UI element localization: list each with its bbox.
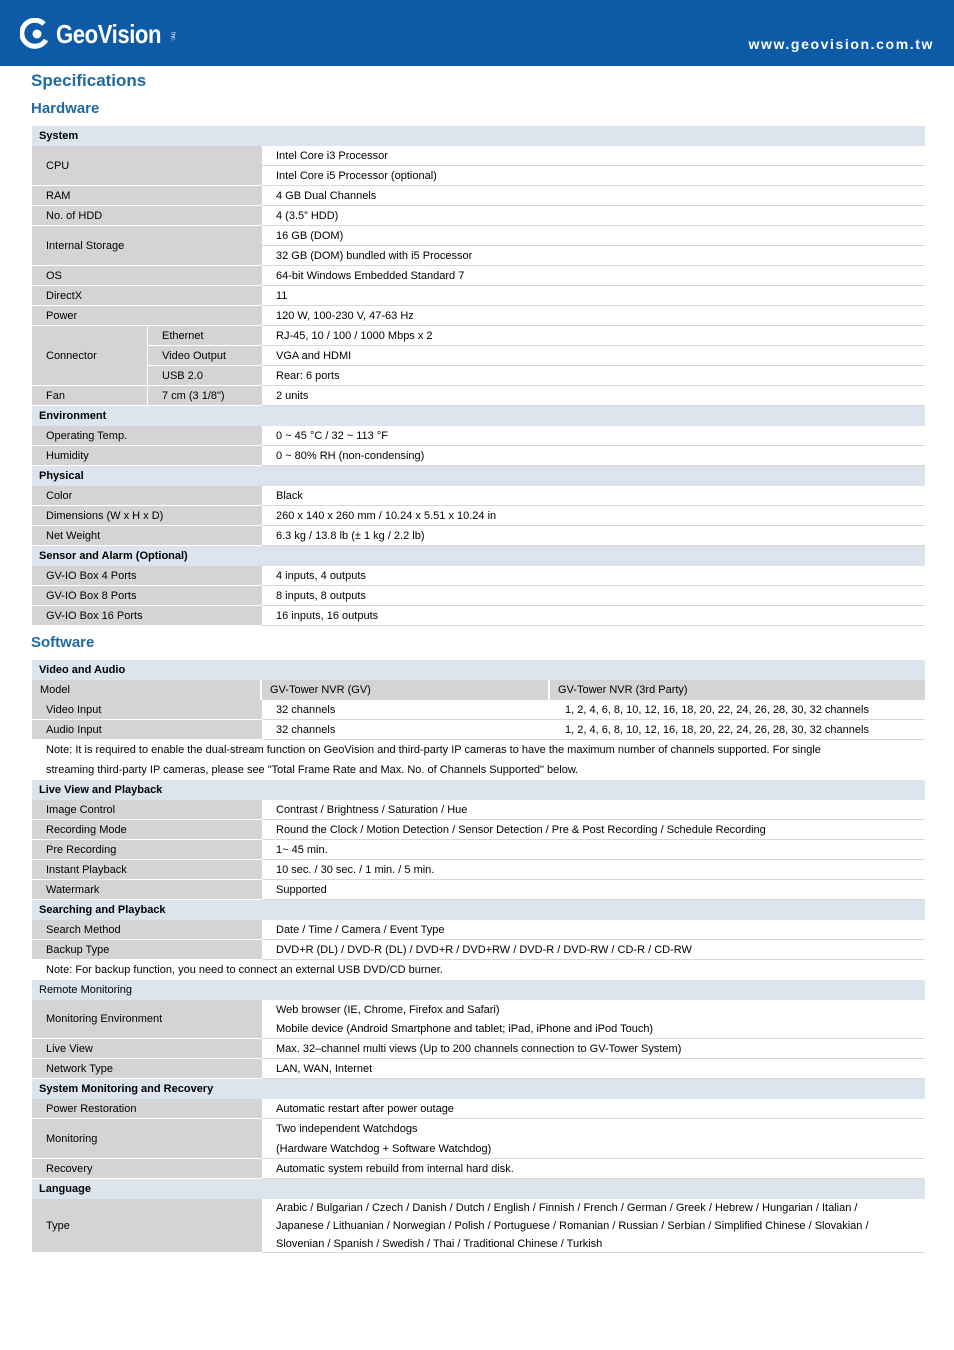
row-label: Power: [32, 306, 262, 326]
row-label: Instant Playback: [32, 860, 262, 880]
website-url[interactable]: www.geovision.com.tw: [748, 36, 934, 52]
row-label: Type: [32, 1199, 262, 1253]
row-value: 260 x 140 x 260 mm / 10.24 x 5.51 x 10.24 in: [262, 506, 925, 526]
row-label: Internal Storage: [32, 226, 262, 266]
table-row: [32, 506, 925, 526]
software-heading: Software: [31, 634, 95, 651]
table-row: [32, 1039, 925, 1059]
language-list-line: Arabic / Bulgarian / Czech / Danish / Dutch / English / Finnish / French / German / Greek / Hebrew / Hungarian / Italian /: [276, 1202, 858, 1214]
row-value: RJ-45, 10 / 100 / 1000 Mbps x 2: [262, 326, 925, 346]
sub-label: Video Output: [147, 346, 262, 366]
row-label: Recovery: [32, 1159, 262, 1179]
row-label: OS: [32, 266, 262, 286]
row-label: GV-IO Box 4 Ports: [32, 566, 262, 586]
header-banner: [0, 0, 954, 66]
sub-label: Ethernet: [147, 326, 262, 346]
row-value: Web browser (IE, Chrome, Firefox and Safari): [276, 1004, 500, 1016]
table-row: [32, 1199, 925, 1253]
row-value: Max. 32–channel multi views (Up to 200 channels connection to GV-Tower System): [262, 1039, 925, 1059]
row-value: Intel Core i3 Processor: [262, 146, 925, 166]
row-value: 2 units: [262, 386, 925, 406]
row-label: Backup Type: [32, 940, 262, 960]
model-col-gv: GV-Tower NVR (GV): [262, 680, 548, 700]
section-system-monitoring: System Monitoring and Recovery: [32, 1079, 925, 1099]
row-value: 120 W, 100-230 V, 47-63 Hz: [262, 306, 925, 326]
table-row: [32, 386, 925, 406]
row-label: Live View: [32, 1039, 262, 1059]
table-row: [32, 1000, 925, 1039]
brand-suffix: Inc.: [169, 32, 176, 42]
row-value: Mobile device (Android Smartphone and tablet; iPad, iPhone and iPod Touch): [262, 1019, 925, 1039]
row-label: Image Control: [32, 800, 262, 820]
table-row: [32, 1119, 925, 1159]
section-remote-monitoring: Remote Monitoring: [32, 980, 925, 1000]
row-label: Video Input: [32, 700, 262, 720]
table-row: [32, 566, 925, 586]
row-label: Operating Temp.: [32, 426, 262, 446]
table-row: [32, 326, 925, 386]
brand-logo: [20, 14, 176, 54]
sub-label: 7 cm (3 1/8"): [147, 386, 262, 406]
geovision-logo-icon: [20, 18, 52, 50]
table-row: [32, 206, 925, 226]
row-value: Round the Clock / Motion Detection / Sensor Detection / Pre & Post Recording / Schedule Recording: [262, 820, 925, 840]
row-label: Dimensions (W x H x D): [32, 506, 262, 526]
table-row: [32, 186, 925, 206]
brand-name: GeoVision: [56, 18, 162, 49]
row-value-3rd-party: 1, 2, 4, 6, 8, 10, 12, 16, 18, 20, 22, 24, 26, 28, 30, 32 channels: [550, 700, 925, 720]
row-value: Black: [262, 486, 925, 506]
row-value: 4 inputs, 4 outputs: [262, 566, 925, 586]
hardware-table: [32, 126, 925, 626]
table-row: [32, 526, 925, 546]
row-value: 16 inputs, 16 outputs: [262, 606, 925, 626]
section-physical: Physical: [32, 466, 925, 486]
row-value: Intel Core i5 Processor (optional): [262, 166, 925, 186]
section-environment: Environment: [32, 406, 925, 426]
section-live-view: Live View and Playback: [32, 780, 925, 800]
row-value: Rear: 6 ports: [262, 366, 925, 386]
row-label: Pre Recording: [32, 840, 262, 860]
language-list-line: Japanese / Lithuanian / Norwegian / Polish / Portuguese / Romanian / Russian / Serbian / Simplified Chinese / Slovakian /: [276, 1220, 869, 1232]
row-value: 10 sec. / 30 sec. / 1 min. / 5 min.: [262, 860, 925, 880]
row-value: Automatic restart after power outage: [262, 1099, 925, 1119]
section-sensor-alarm: Sensor and Alarm (Optional): [32, 546, 925, 566]
model-header-row: [32, 680, 925, 700]
section-searching: Searching and Playback: [32, 900, 925, 920]
note-text: Note: For backup function, you need to connect an external USB DVD/CD burner.: [46, 964, 443, 976]
table-row: [32, 800, 925, 820]
row-value: VGA and HDMI: [262, 346, 925, 366]
row-value: DVD+R (DL) / DVD-R (DL) / DVD+R / DVD+RW / DVD-R / DVD-RW / CD-R / CD-RW: [262, 940, 925, 960]
row-value-gv: 32 channels: [262, 700, 550, 720]
note-text: streaming third-party IP cameras, please see "Total Frame Rate and Max. No. of Channels Supported" below.: [46, 764, 579, 776]
table-row: [32, 700, 925, 720]
table-row: [32, 940, 925, 960]
row-label: Watermark: [32, 880, 262, 900]
sub-label: USB 2.0: [147, 366, 262, 386]
row-value: LAN, WAN, Internet: [262, 1059, 925, 1079]
row-value: 8 inputs, 8 outputs: [262, 586, 925, 606]
table-row: [32, 720, 925, 740]
row-label: Net Weight: [32, 526, 262, 546]
row-value-gv: 32 channels: [262, 720, 550, 740]
section-video-audio: Video and Audio: [32, 660, 925, 680]
model-col-3rd-party: GV-Tower NVR (3rd Party): [550, 680, 925, 700]
row-label: RAM: [32, 186, 262, 206]
row-label: CPU: [32, 146, 262, 186]
software-table: [32, 660, 925, 1253]
row-value-3rd-party: 1, 2, 4, 6, 8, 10, 12, 16, 18, 20, 22, 24, 26, 28, 30, 32 channels: [550, 720, 925, 740]
table-row: [32, 920, 925, 940]
table-row: [32, 860, 925, 880]
row-value: 4 GB Dual Channels: [262, 186, 925, 206]
table-row: [32, 486, 925, 506]
row-value: Supported: [262, 880, 925, 900]
row-value: Automatic system rebuild from internal hard disk.: [262, 1159, 925, 1179]
table-row: [32, 286, 925, 306]
row-label: Power Restoration: [32, 1099, 262, 1119]
table-row: [32, 606, 925, 626]
row-label: GV-IO Box 8 Ports: [32, 586, 262, 606]
page-title: Specifications: [31, 71, 147, 90]
row-value: 0 ~ 80% RH (non-condensing): [262, 446, 925, 466]
language-list-line: Slovenian / Spanish / Swedish / Thai / Traditional Chinese / Turkish: [262, 1235, 925, 1253]
row-label: Fan: [32, 386, 147, 406]
row-value: 11: [262, 286, 925, 306]
row-value: 0 ~ 45 °C / 32 ~ 113 °F: [262, 426, 925, 446]
row-value: 16 GB (DOM): [262, 226, 925, 246]
table-row: [32, 306, 925, 326]
row-value: 1~ 45 min.: [262, 840, 925, 860]
table-row: [32, 820, 925, 840]
row-value: 32 GB (DOM) bundled with i5 Processor: [262, 246, 925, 266]
row-label: Connector: [32, 326, 147, 386]
row-label: Network Type: [32, 1059, 262, 1079]
table-row: [32, 1159, 925, 1179]
row-label: No. of HDD: [32, 206, 262, 226]
table-row: [32, 146, 925, 186]
section-system: System: [32, 126, 925, 146]
table-row: [32, 586, 925, 606]
table-row: [32, 266, 925, 286]
row-label: Monitoring: [32, 1119, 262, 1159]
row-value: Two independent Watchdogs: [276, 1123, 418, 1135]
note-text: Note: It is required to enable the dual-stream function on GeoVision and third-party IP cameras to have the maximum number of channels supported. For single: [46, 744, 821, 756]
table-row: [32, 426, 925, 446]
row-value: Date / Time / Camera / Event Type: [262, 920, 925, 940]
row-value: (Hardware Watchdog + Software Watchdog): [262, 1139, 925, 1159]
row-value: 6.3 kg / 13.8 lb (± 1 kg / 2.2 lb): [262, 526, 925, 546]
row-value: Contrast / Brightness / Saturation / Hue: [262, 800, 925, 820]
row-label: GV-IO Box 16 Ports: [32, 606, 262, 626]
row-value: 64-bit Windows Embedded Standard 7: [262, 266, 925, 286]
row-label: Search Method: [32, 920, 262, 940]
row-label: Monitoring Environment: [32, 1000, 262, 1039]
table-row: [32, 1099, 925, 1119]
model-label: Model: [32, 680, 260, 700]
row-label: Humidity: [32, 446, 262, 466]
row-label: DirectX: [32, 286, 262, 306]
table-row: [32, 1059, 925, 1079]
table-row: [32, 840, 925, 860]
section-language: Language: [32, 1179, 925, 1199]
row-label: Color: [32, 486, 262, 506]
table-row: [32, 226, 925, 266]
table-row: [32, 880, 925, 900]
row-label: Audio Input: [32, 720, 262, 740]
row-value: 4 (3.5” HDD): [262, 206, 925, 226]
table-row: [32, 446, 925, 466]
row-label: Recording Mode: [32, 820, 262, 840]
hardware-heading: Hardware: [31, 100, 100, 117]
